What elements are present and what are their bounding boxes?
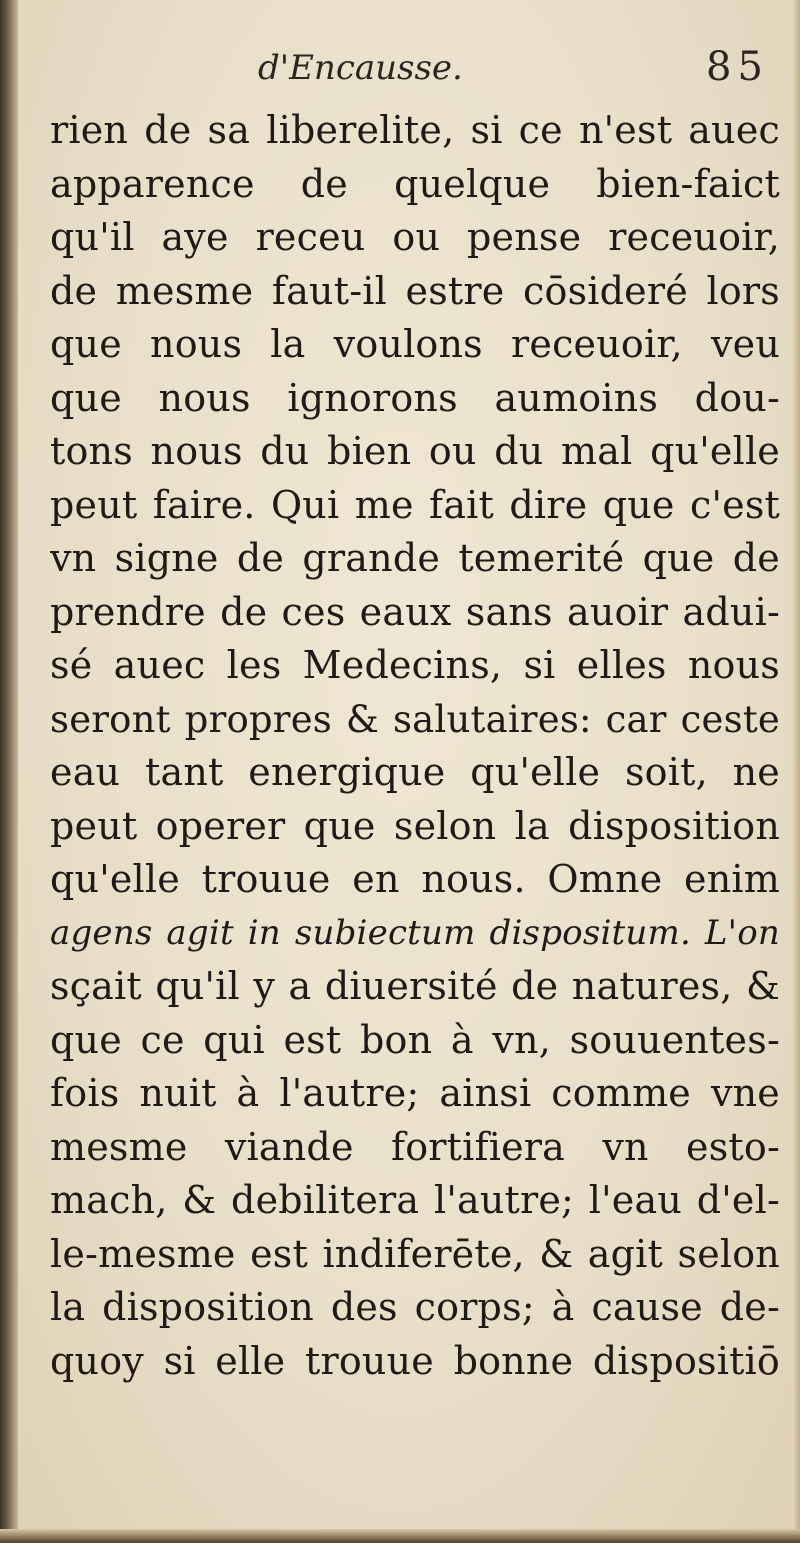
text-line: apparence de quelque bien-faict (50, 161, 780, 206)
text-line: vn signe de grande temerité que de (50, 536, 780, 580)
page-header (0, 40, 800, 110)
text-line: peut operer que selon la disposition (50, 803, 780, 848)
running-head: d'Encausse. (258, 48, 463, 88)
page-number: 85 (706, 44, 769, 90)
text-line: fois nuit à l'autre; ainsi comme vne (50, 1071, 780, 1115)
text-line: tons nous du bien ou du mal qu'elle (50, 429, 780, 473)
text-line: qu'il aye receu ou pense receuoir, (50, 215, 780, 259)
text-line: rien de sa liberelite, si ce n'est auec (50, 108, 780, 152)
text-line: peut faire. Qui me fait dire que c'est (50, 482, 780, 527)
page-bottom-edge (0, 1529, 800, 1543)
text-line: seront propres & salutaires: car ceste (50, 697, 780, 741)
text-line: prendre de ces eaux sans auoir adui- (50, 589, 780, 634)
text-line: mach, & debilitera l'autre; l'eau d'el- (50, 1178, 780, 1222)
page-edge (792, 0, 800, 1543)
text-line: quoy si elle trouue bonne dispositiō (50, 1338, 780, 1383)
text-line: agens agit in subiectum dispositum. L'on (50, 912, 780, 953)
text-line: le-mesme est indiferēte, & agit selon (50, 1231, 780, 1276)
text-line: que nous la voulons receuoir, veu (50, 322, 780, 366)
page-binding (0, 0, 18, 1543)
text-line: que nous ignorons aumoins dou- (50, 375, 780, 420)
body-text (50, 104, 780, 1388)
text-line: sçait qu'il y a diuersité de natures, & (50, 964, 780, 1008)
text-line: mesme viande fortifiera vn esto- (50, 1124, 780, 1169)
text-line: la disposition des corps; à cause de- (50, 1285, 780, 1329)
text-line: sé auec les Medecins, si elles nous (50, 643, 780, 687)
text-line: eau tant energique qu'elle soit, ne (50, 750, 780, 794)
text-line: que ce qui est bon à vn, souuentes- (50, 1017, 780, 1062)
text-line: de mesme faut-il estre cōsideré lors (50, 268, 780, 313)
text-line: qu'elle trouue en nous. Omne enim (50, 857, 780, 901)
